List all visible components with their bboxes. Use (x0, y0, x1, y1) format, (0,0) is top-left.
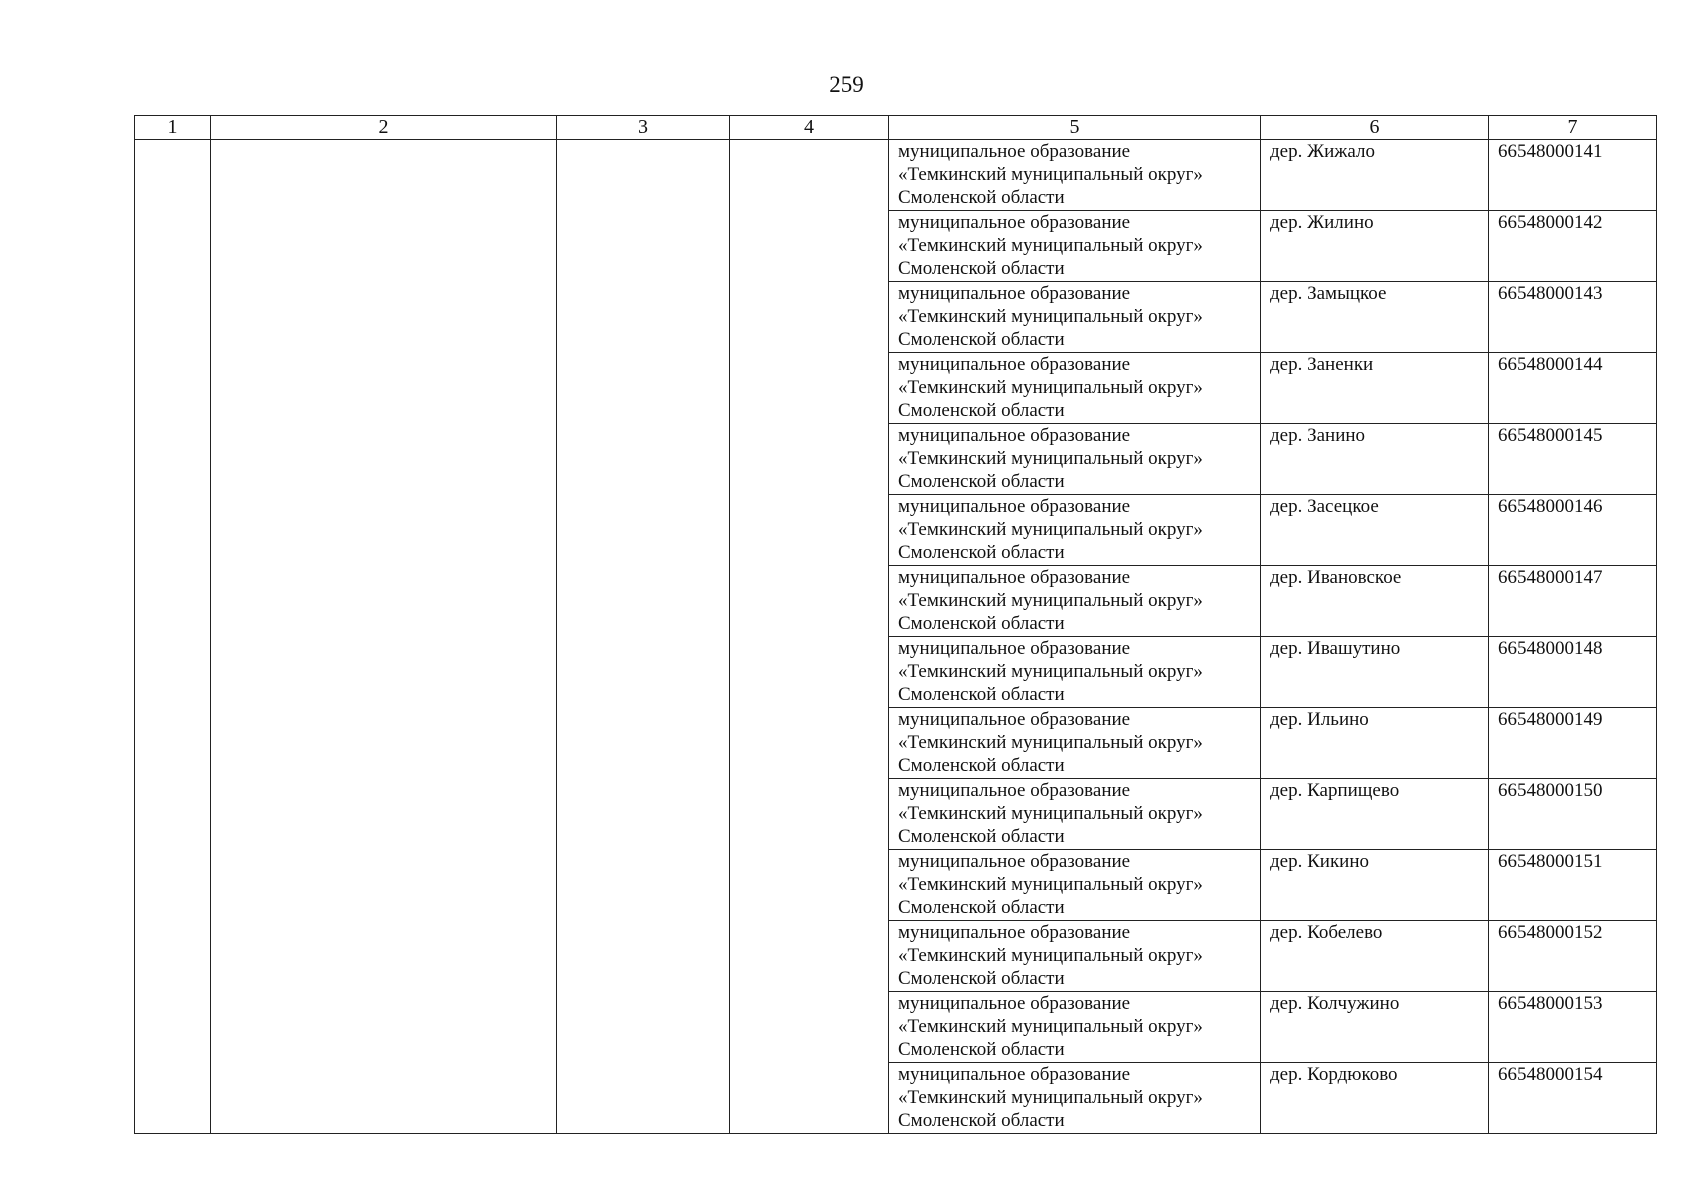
code-cell: 66548000153 (1489, 992, 1657, 1063)
municipality-line: Смоленской области (898, 1039, 1065, 1060)
municipality-cell (889, 282, 1261, 353)
code-cell: 66548000142 (1489, 211, 1657, 282)
code-cell: 66548000148 (1489, 637, 1657, 708)
municipality-cell (889, 424, 1261, 495)
municipality-line: Смоленской области (898, 258, 1065, 279)
municipality-line: Смоленской области (898, 684, 1065, 705)
municipality-line: «Темкинский муниципальный округ» (898, 661, 1203, 682)
municipality-line: Смоленской области (898, 400, 1065, 421)
municipality-line: муниципальное образование (898, 922, 1131, 943)
code-cell: 66548000147 (1489, 566, 1657, 637)
municipality-line: «Темкинский муниципальный округ» (898, 164, 1203, 185)
municipality-line: Смоленской области (898, 826, 1065, 847)
municipality-cell (889, 921, 1261, 992)
municipality-line: муниципальное образование (898, 496, 1131, 517)
municipality-cell (889, 779, 1261, 850)
municipality-cell (889, 495, 1261, 566)
settlement-cell: дер. Кикино (1261, 850, 1489, 921)
code-cell: 66548000141 (1489, 140, 1657, 211)
code-cell: 66548000146 (1489, 495, 1657, 566)
code-cell: 66548000145 (1489, 424, 1657, 495)
municipality-line: «Темкинский муниципальный округ» (898, 803, 1203, 824)
code-cell: 66548000154 (1489, 1063, 1657, 1134)
column-header-5: 5 (889, 116, 1261, 140)
municipality-cell (889, 708, 1261, 779)
municipality-line: Смоленской области (898, 755, 1065, 776)
municipality-cell (889, 992, 1261, 1063)
municipality-line: муниципальное образование (898, 425, 1131, 446)
empty-merged-cell-col-3 (557, 140, 730, 1134)
municipality-line: Смоленской области (898, 897, 1065, 918)
municipality-line: муниципальное образование (898, 638, 1131, 659)
settlement-cell: дер. Замыцкое (1261, 282, 1489, 353)
code-cell: 66548000149 (1489, 708, 1657, 779)
table-body (135, 140, 1657, 1134)
column-header-4: 4 (730, 116, 889, 140)
column-header-2: 2 (211, 116, 557, 140)
header-row (135, 116, 1657, 140)
municipality-cell (889, 353, 1261, 424)
municipality-cell (889, 566, 1261, 637)
municipality-line: «Темкинский муниципальный округ» (898, 945, 1203, 966)
settlement-cell: дер. Ивановское (1261, 566, 1489, 637)
municipality-line: муниципальное образование (898, 780, 1131, 801)
municipality-line: «Темкинский муниципальный округ» (898, 306, 1203, 327)
municipality-line: муниципальное образование (898, 354, 1131, 375)
empty-merged-cell-col-2 (211, 140, 557, 1134)
table-header (135, 116, 1657, 140)
settlement-cell: дер. Жижало (1261, 140, 1489, 211)
empty-merged-cell-col-4 (730, 140, 889, 1134)
code-cell: 66548000144 (1489, 353, 1657, 424)
municipality-line: «Темкинский муниципальный округ» (898, 1087, 1203, 1108)
code-cell: 66548000143 (1489, 282, 1657, 353)
municipality-line: муниципальное образование (898, 993, 1131, 1014)
municipality-cell (889, 1063, 1261, 1134)
municipality-line: Смоленской области (898, 613, 1065, 634)
municipality-line: муниципальное образование (898, 1064, 1131, 1085)
code-cell: 66548000152 (1489, 921, 1657, 992)
settlement-cell: дер. Жилино (1261, 211, 1489, 282)
code-cell: 66548000150 (1489, 779, 1657, 850)
settlement-cell: дер. Ивашутино (1261, 637, 1489, 708)
municipality-line: «Темкинский муниципальный округ» (898, 448, 1203, 469)
column-header-1: 1 (135, 116, 211, 140)
municipality-cell (889, 140, 1261, 211)
municipality-line: муниципальное образование (898, 709, 1131, 730)
settlement-cell: дер. Кордюково (1261, 1063, 1489, 1134)
municipality-line: «Темкинский муниципальный округ» (898, 732, 1203, 753)
column-header-6: 6 (1261, 116, 1489, 140)
municipality-line: Смоленской области (898, 968, 1065, 989)
municipality-line: «Темкинский муниципальный округ» (898, 1016, 1203, 1037)
page-number: 259 (829, 72, 864, 97)
municipality-line: Смоленской области (898, 187, 1065, 208)
settlement-cell: дер. Засецкое (1261, 495, 1489, 566)
settlement-cell: дер. Ильино (1261, 708, 1489, 779)
municipality-line: Смоленской области (898, 471, 1065, 492)
municipality-line: муниципальное образование (898, 212, 1131, 233)
municipality-line: муниципальное образование (898, 567, 1131, 588)
municipality-line: Смоленской области (898, 542, 1065, 563)
settlement-cell: дер. Кобелево (1261, 921, 1489, 992)
settlement-cell: дер. Заненки (1261, 353, 1489, 424)
column-header-3: 3 (557, 116, 730, 140)
municipality-cell (889, 211, 1261, 282)
municipality-line: муниципальное образование (898, 851, 1131, 872)
municipality-line: «Темкинский муниципальный округ» (898, 519, 1203, 540)
municipality-line: Смоленской области (898, 1110, 1065, 1131)
municipality-cell (889, 637, 1261, 708)
municipality-line: муниципальное образование (898, 283, 1131, 304)
code-cell: 66548000151 (1489, 850, 1657, 921)
settlement-cell: дер. Колчужино (1261, 992, 1489, 1063)
municipality-line: «Темкинский муниципальный округ» (898, 377, 1203, 398)
municipality-line: Смоленской области (898, 329, 1065, 350)
table-row (135, 140, 1657, 211)
empty-merged-cell-col-1 (135, 140, 211, 1134)
settlements-table (134, 115, 1657, 1134)
municipality-line: муниципальное образование (898, 141, 1131, 162)
municipality-line: «Темкинский муниципальный округ» (898, 590, 1203, 611)
settlement-cell: дер. Карпищево (1261, 779, 1489, 850)
municipality-line: «Темкинский муниципальный округ» (898, 874, 1203, 895)
municipality-cell (889, 850, 1261, 921)
municipality-line: «Темкинский муниципальный округ» (898, 235, 1203, 256)
column-header-7: 7 (1489, 116, 1657, 140)
settlement-cell: дер. Занино (1261, 424, 1489, 495)
